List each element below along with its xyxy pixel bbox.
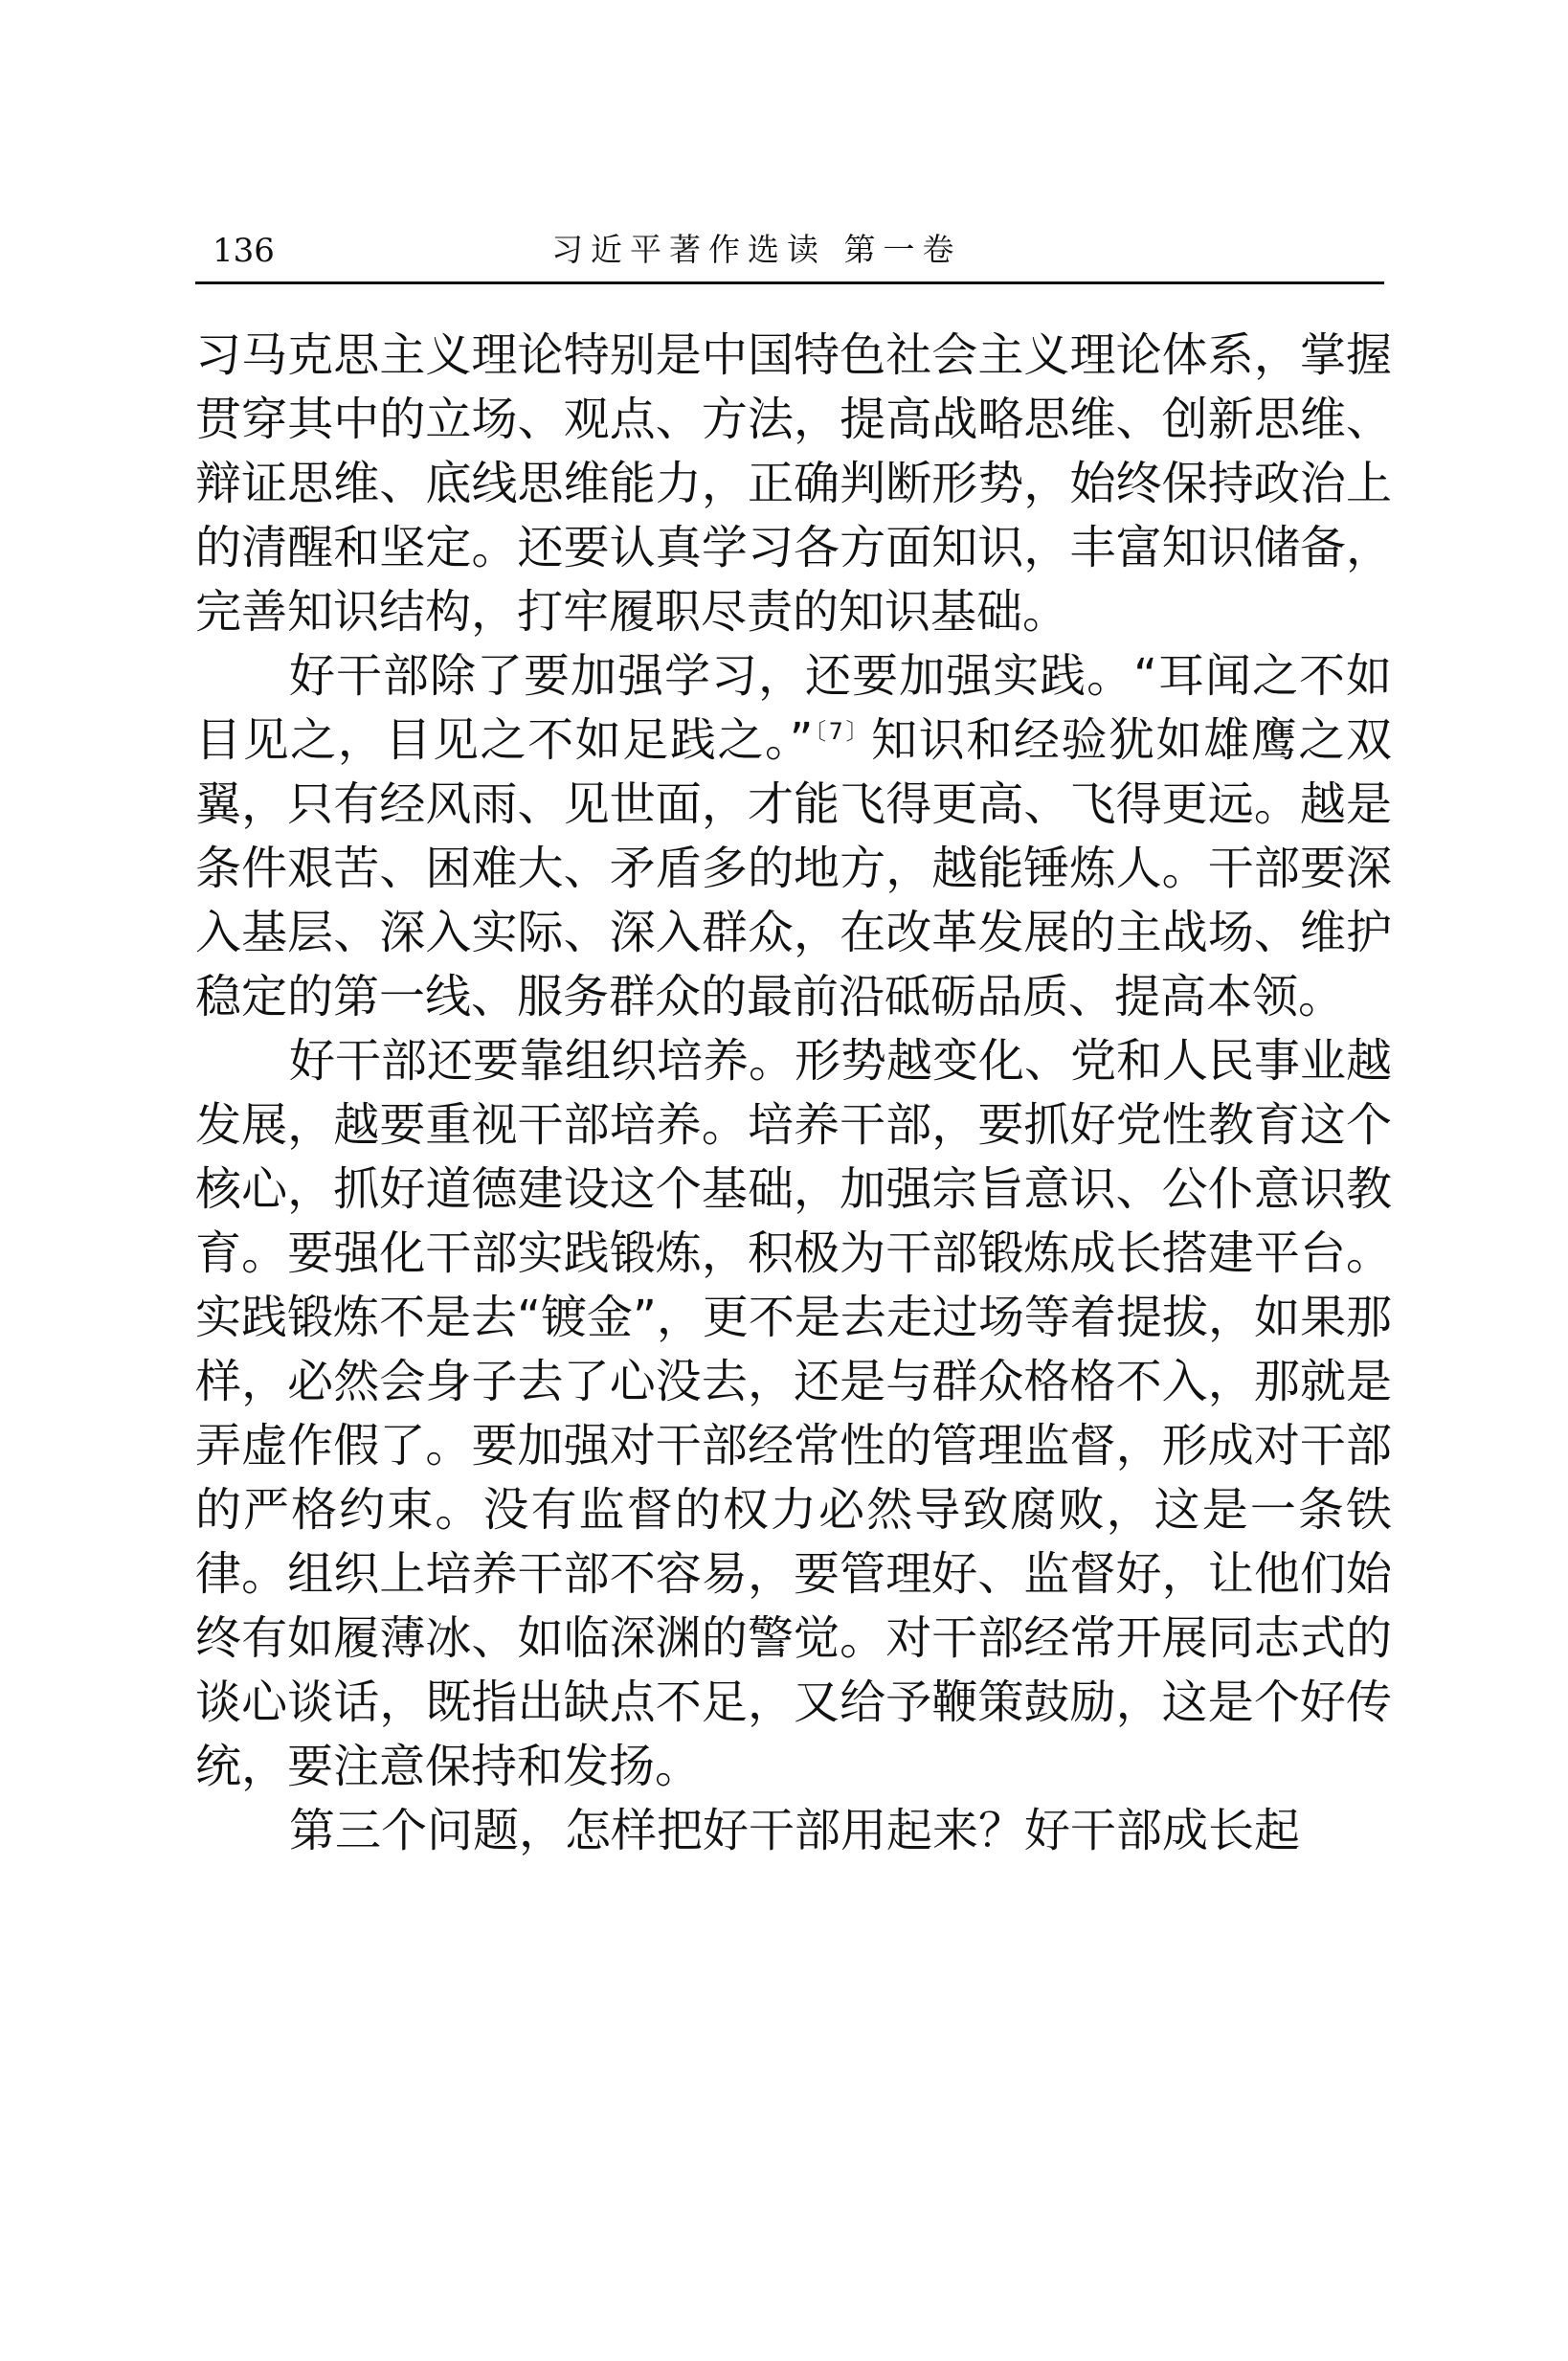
running-header <box>195 226 1384 285</box>
book-title: 习近平著作选读 第一卷 <box>551 231 962 268</box>
paragraph-practice-text-a: 好干部除了要加强学习，还要加强实践。“耳闻之不如目见之，目见之不如足践之。” <box>195 649 1392 767</box>
page-number: 136 <box>213 232 275 270</box>
paragraph-practice <box>195 644 1392 1029</box>
paragraph-practice-text-b: 知识和经验犹如雄鹰之双翼，只有经风雨、见世面，才能飞得更高、飞得更远。越是条件艰苦、困难大、矛盾多的地方，越能锤炼人。干部要深入基层、深入实际、深入群众，在改革发展的主战场、维护稳定的第一线、服务群众的最前沿砥砺品质、提高本领。 <box>195 713 1392 1023</box>
paragraph-continued: 习马克思主义理论特别是中国特色社会主义理论体系，掌握贯穿其中的立场、观点、方法，提高战略思维、创新思维、辩证思维、底线思维能力，正确判断形势，始终保持政治上的清醒和坚定。还要认真学习各方面知识，丰富知识储备，完善知识结构，打牢履职尽责的知识基础。 <box>195 328 1392 639</box>
footnote-reference: 〔7〕 <box>813 718 872 745</box>
paragraph-organization-training: 好干部还要靠组织培养。形势越变化、党和人民事业越发展，越要重视干部培养。培养干部，要抓好党性教育这个核心，抓好道德建设这个基础，加强宗旨意识、公仆意识教育。要强化干部实践锻炼，积极为干部锻炼成长搭建平台。实践锻炼不是去“镀金”，更不是去走过场等着提拔，如果那样，必然会身子去了心没去，还是与群众格格不入，那就是弄虚作假了。要加强对干部经常性的管理监督，形成对干部的严格约束。没有监督的权力必然导致腐败，这是一条铁律。组织上培养干部不容易，要管理好、监督好，让他们始终有如履薄冰、如临深渊的警觉。对干部经常开展同志式的谈心谈话，既指出缺点不足，又给予鞭策鼓励，这是个好传统，要注意保持和发扬。 <box>195 1034 1393 1793</box>
header-rule <box>195 281 1384 284</box>
body-text <box>195 324 1392 1863</box>
paragraph-third-question: 第三个问题，怎样把好干部用起来？好干部成长起 <box>289 1804 1301 1857</box>
